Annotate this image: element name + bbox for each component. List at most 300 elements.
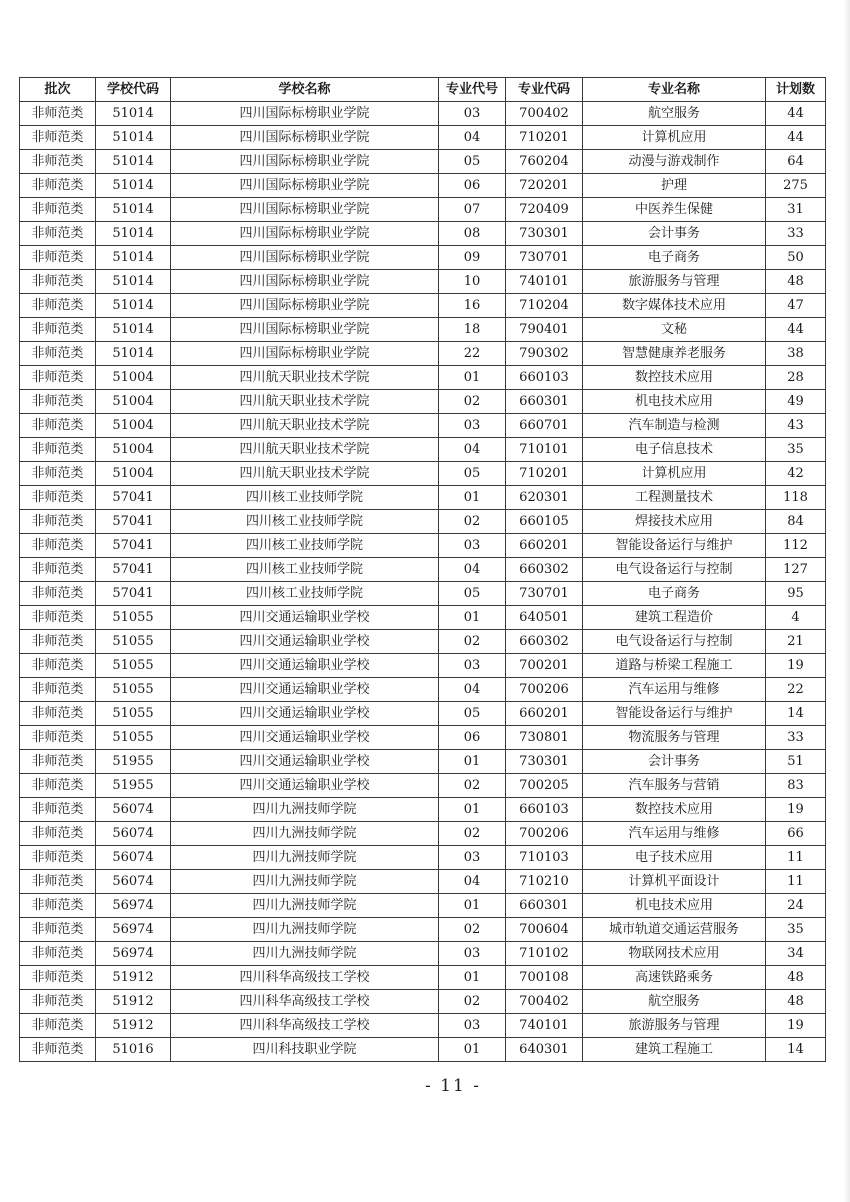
major-name-cell: 建筑工程施工 [583, 1038, 766, 1062]
major-name-cell: 数字媒体技术应用 [583, 294, 766, 318]
major-name-cell: 汽车制造与检测 [583, 414, 766, 438]
plan-count-cell: 11 [766, 846, 826, 870]
col-header-school-code: 学校代码 [96, 78, 171, 102]
major-code-cell: 660105 [506, 510, 583, 534]
major-name-cell: 动漫与游戏制作 [583, 150, 766, 174]
school-code-cell: 56074 [96, 846, 171, 870]
major-name-cell: 城市轨道交通运营服务 [583, 918, 766, 942]
school-code-cell: 51055 [96, 726, 171, 750]
batch-cell: 非师范类 [20, 966, 96, 990]
major-code-cell: 660302 [506, 558, 583, 582]
plan-count-cell: 127 [766, 558, 826, 582]
major-number-cell: 02 [439, 918, 506, 942]
school-code-cell: 56074 [96, 798, 171, 822]
school-code-cell: 51955 [96, 774, 171, 798]
major-code-cell: 730701 [506, 582, 583, 606]
plan-count-cell: 83 [766, 774, 826, 798]
major-name-cell: 物流服务与管理 [583, 726, 766, 750]
major-name-cell: 智能设备运行与维护 [583, 534, 766, 558]
table-row [20, 486, 826, 510]
school-name-cell: 四川国际标榜职业学院 [171, 342, 439, 366]
table-header [20, 78, 826, 102]
major-name-cell: 机电技术应用 [583, 390, 766, 414]
major-code-cell: 640501 [506, 606, 583, 630]
col-header-batch: 批次 [20, 78, 96, 102]
plan-count-cell: 11 [766, 870, 826, 894]
table-row [20, 870, 826, 894]
table-row [20, 246, 826, 270]
major-code-cell: 700205 [506, 774, 583, 798]
major-code-cell: 710210 [506, 870, 583, 894]
plan-count-cell: 31 [766, 198, 826, 222]
major-code-cell: 700206 [506, 822, 583, 846]
school-code-cell: 57041 [96, 582, 171, 606]
batch-cell: 非师范类 [20, 174, 96, 198]
table-row [20, 918, 826, 942]
major-number-cell: 04 [439, 678, 506, 702]
table-row [20, 174, 826, 198]
major-number-cell: 07 [439, 198, 506, 222]
page-number: - 11 - [425, 1076, 481, 1096]
school-code-cell: 51055 [96, 630, 171, 654]
batch-cell: 非师范类 [20, 582, 96, 606]
table-row [20, 462, 826, 486]
batch-cell: 非师范类 [20, 822, 96, 846]
batch-cell: 非师范类 [20, 726, 96, 750]
major-code-cell: 720201 [506, 174, 583, 198]
plan-count-cell: 34 [766, 942, 826, 966]
major-name-cell: 道路与桥梁工程施工 [583, 654, 766, 678]
table-row [20, 342, 826, 366]
table-row [20, 1038, 826, 1062]
school-code-cell: 51014 [96, 198, 171, 222]
school-name-cell: 四川航天职业技术学院 [171, 462, 439, 486]
table-row [20, 582, 826, 606]
school-name-cell: 四川航天职业技术学院 [171, 414, 439, 438]
table-row [20, 390, 826, 414]
major-code-cell: 660302 [506, 630, 583, 654]
table-row [20, 126, 826, 150]
table-row [20, 150, 826, 174]
plan-count-cell: 42 [766, 462, 826, 486]
major-name-cell: 电气设备运行与控制 [583, 630, 766, 654]
school-code-cell: 51014 [96, 270, 171, 294]
table-row [20, 942, 826, 966]
major-code-cell: 660103 [506, 366, 583, 390]
school-name-cell: 四川科华高级技工学校 [171, 990, 439, 1014]
major-name-cell: 焊接技术应用 [583, 510, 766, 534]
table-row [20, 630, 826, 654]
major-code-cell: 760204 [506, 150, 583, 174]
major-number-cell: 02 [439, 390, 506, 414]
major-name-cell: 电子技术应用 [583, 846, 766, 870]
major-code-cell: 710103 [506, 846, 583, 870]
school-code-cell: 51014 [96, 174, 171, 198]
major-number-cell: 03 [439, 534, 506, 558]
school-code-cell: 51014 [96, 102, 171, 126]
major-number-cell: 01 [439, 366, 506, 390]
major-number-cell: 05 [439, 582, 506, 606]
major-number-cell: 18 [439, 318, 506, 342]
major-name-cell: 会计事务 [583, 750, 766, 774]
school-code-cell: 57041 [96, 534, 171, 558]
major-name-cell: 智能设备运行与维护 [583, 702, 766, 726]
batch-cell: 非师范类 [20, 126, 96, 150]
major-code-cell: 710201 [506, 126, 583, 150]
plan-count-cell: 48 [766, 966, 826, 990]
batch-cell: 非师范类 [20, 270, 96, 294]
table-row [20, 822, 826, 846]
batch-cell: 非师范类 [20, 366, 96, 390]
plan-count-cell: 48 [766, 990, 826, 1014]
major-number-cell: 01 [439, 750, 506, 774]
school-name-cell: 四川国际标榜职业学院 [171, 318, 439, 342]
school-code-cell: 51014 [96, 294, 171, 318]
batch-cell: 非师范类 [20, 1038, 96, 1062]
school-code-cell: 51912 [96, 990, 171, 1014]
major-code-cell: 730701 [506, 246, 583, 270]
school-name-cell: 四川国际标榜职业学院 [171, 246, 439, 270]
major-name-cell: 计算机应用 [583, 462, 766, 486]
school-code-cell: 51004 [96, 462, 171, 486]
major-code-cell: 790401 [506, 318, 583, 342]
table-body [20, 102, 826, 1062]
major-number-cell: 01 [439, 1038, 506, 1062]
table-row [20, 438, 826, 462]
major-number-cell: 10 [439, 270, 506, 294]
school-name-cell: 四川交通运输职业学校 [171, 750, 439, 774]
plan-count-cell: 66 [766, 822, 826, 846]
school-name-cell: 四川国际标榜职业学院 [171, 126, 439, 150]
table-row [20, 1014, 826, 1038]
school-name-cell: 四川国际标榜职业学院 [171, 222, 439, 246]
batch-cell: 非师范类 [20, 702, 96, 726]
batch-cell: 非师范类 [20, 462, 96, 486]
school-code-cell: 51014 [96, 150, 171, 174]
batch-cell: 非师范类 [20, 630, 96, 654]
table-row [20, 558, 826, 582]
batch-cell: 非师范类 [20, 534, 96, 558]
plan-count-cell: 84 [766, 510, 826, 534]
major-code-cell: 660201 [506, 702, 583, 726]
major-name-cell: 电气设备运行与控制 [583, 558, 766, 582]
plan-count-cell: 35 [766, 438, 826, 462]
table-row [20, 102, 826, 126]
plan-count-cell: 35 [766, 918, 826, 942]
major-number-cell: 16 [439, 294, 506, 318]
batch-cell: 非师范类 [20, 222, 96, 246]
major-number-cell: 01 [439, 894, 506, 918]
school-code-cell: 56974 [96, 942, 171, 966]
school-name-cell: 四川九洲技师学院 [171, 918, 439, 942]
school-name-cell: 四川国际标榜职业学院 [171, 294, 439, 318]
major-number-cell: 04 [439, 438, 506, 462]
batch-cell: 非师范类 [20, 606, 96, 630]
col-header-school-name: 学校名称 [171, 78, 439, 102]
batch-cell: 非师范类 [20, 438, 96, 462]
major-number-cell: 02 [439, 510, 506, 534]
major-code-cell: 660301 [506, 894, 583, 918]
plan-count-cell: 19 [766, 1014, 826, 1038]
school-code-cell: 51912 [96, 966, 171, 990]
plan-count-cell: 33 [766, 222, 826, 246]
col-header-plan-count: 计划数 [766, 78, 826, 102]
major-code-cell: 710201 [506, 462, 583, 486]
table-row [20, 750, 826, 774]
major-code-cell: 660201 [506, 534, 583, 558]
school-name-cell: 四川国际标榜职业学院 [171, 198, 439, 222]
plan-count-cell: 22 [766, 678, 826, 702]
school-name-cell: 四川交通运输职业学校 [171, 678, 439, 702]
school-code-cell: 51004 [96, 366, 171, 390]
major-number-cell: 05 [439, 462, 506, 486]
school-name-cell: 四川核工业技师学院 [171, 582, 439, 606]
plan-count-cell: 48 [766, 270, 826, 294]
table-row [20, 798, 826, 822]
school-code-cell: 51004 [96, 390, 171, 414]
header-row [20, 78, 826, 102]
batch-cell: 非师范类 [20, 942, 96, 966]
school-code-cell: 57041 [96, 510, 171, 534]
table-row [20, 414, 826, 438]
school-name-cell: 四川九洲技师学院 [171, 942, 439, 966]
school-code-cell: 51955 [96, 750, 171, 774]
major-name-cell: 高速铁路乘务 [583, 966, 766, 990]
major-number-cell: 03 [439, 942, 506, 966]
batch-cell: 非师范类 [20, 798, 96, 822]
school-name-cell: 四川九洲技师学院 [171, 870, 439, 894]
batch-cell: 非师范类 [20, 390, 96, 414]
table-row [20, 846, 826, 870]
major-name-cell: 电子商务 [583, 582, 766, 606]
batch-cell: 非师范类 [20, 294, 96, 318]
school-code-cell: 56074 [96, 870, 171, 894]
major-name-cell: 数控技术应用 [583, 366, 766, 390]
plan-count-cell: 24 [766, 894, 826, 918]
school-name-cell: 四川交通运输职业学校 [171, 702, 439, 726]
school-code-cell: 51014 [96, 246, 171, 270]
major-number-cell: 09 [439, 246, 506, 270]
batch-cell: 非师范类 [20, 774, 96, 798]
school-code-cell: 51055 [96, 654, 171, 678]
major-name-cell: 航空服务 [583, 990, 766, 1014]
plan-count-cell: 14 [766, 1038, 826, 1062]
major-code-cell: 700402 [506, 102, 583, 126]
school-name-cell: 四川科华高级技工学校 [171, 1014, 439, 1038]
major-code-cell: 720409 [506, 198, 583, 222]
batch-cell: 非师范类 [20, 894, 96, 918]
major-number-cell: 05 [439, 702, 506, 726]
school-name-cell: 四川九洲技师学院 [171, 822, 439, 846]
school-code-cell: 56974 [96, 894, 171, 918]
school-code-cell: 51055 [96, 678, 171, 702]
batch-cell: 非师范类 [20, 870, 96, 894]
batch-cell: 非师范类 [20, 198, 96, 222]
major-number-cell: 03 [439, 846, 506, 870]
table-row [20, 294, 826, 318]
major-number-cell: 01 [439, 606, 506, 630]
col-header-major-number: 专业代号 [439, 78, 506, 102]
table-row [20, 702, 826, 726]
major-name-cell: 旅游服务与管理 [583, 1014, 766, 1038]
major-name-cell: 智慧健康养老服务 [583, 342, 766, 366]
plan-count-cell: 21 [766, 630, 826, 654]
school-code-cell: 51016 [96, 1038, 171, 1062]
batch-cell: 非师范类 [20, 102, 96, 126]
major-name-cell: 建筑工程造价 [583, 606, 766, 630]
major-name-cell: 旅游服务与管理 [583, 270, 766, 294]
major-number-cell: 02 [439, 630, 506, 654]
school-code-cell: 51055 [96, 702, 171, 726]
school-name-cell: 四川核工业技师学院 [171, 486, 439, 510]
major-name-cell: 汽车运用与维修 [583, 678, 766, 702]
plan-count-cell: 19 [766, 654, 826, 678]
batch-cell: 非师范类 [20, 318, 96, 342]
major-name-cell: 计算机平面设计 [583, 870, 766, 894]
major-name-cell: 文秘 [583, 318, 766, 342]
school-code-cell: 51014 [96, 342, 171, 366]
school-name-cell: 四川航天职业技术学院 [171, 438, 439, 462]
plan-count-cell: 44 [766, 126, 826, 150]
school-code-cell: 51912 [96, 1014, 171, 1038]
school-name-cell: 四川国际标榜职业学院 [171, 102, 439, 126]
major-number-cell: 04 [439, 126, 506, 150]
school-name-cell: 四川科技职业学院 [171, 1038, 439, 1062]
batch-cell: 非师范类 [20, 654, 96, 678]
plan-count-cell: 47 [766, 294, 826, 318]
table-row [20, 990, 826, 1014]
school-name-cell: 四川交通运输职业学校 [171, 774, 439, 798]
school-code-cell: 51004 [96, 414, 171, 438]
table-row [20, 222, 826, 246]
major-code-cell: 660701 [506, 414, 583, 438]
major-code-cell: 710204 [506, 294, 583, 318]
plan-count-cell: 33 [766, 726, 826, 750]
school-name-cell: 四川核工业技师学院 [171, 534, 439, 558]
school-code-cell: 51004 [96, 438, 171, 462]
major-code-cell: 710102 [506, 942, 583, 966]
batch-cell: 非师范类 [20, 558, 96, 582]
school-code-cell: 51014 [96, 318, 171, 342]
major-name-cell: 汽车运用与维修 [583, 822, 766, 846]
major-code-cell: 620301 [506, 486, 583, 510]
table-row [20, 774, 826, 798]
major-number-cell: 03 [439, 654, 506, 678]
plan-count-cell: 28 [766, 366, 826, 390]
plan-count-cell: 95 [766, 582, 826, 606]
major-code-cell: 700402 [506, 990, 583, 1014]
plan-count-cell: 43 [766, 414, 826, 438]
table-row [20, 270, 826, 294]
table-row [20, 198, 826, 222]
batch-cell: 非师范类 [20, 750, 96, 774]
major-name-cell: 物联网技术应用 [583, 942, 766, 966]
major-number-cell: 04 [439, 558, 506, 582]
major-number-cell: 01 [439, 966, 506, 990]
school-name-cell: 四川国际标榜职业学院 [171, 174, 439, 198]
major-name-cell: 中医养生保健 [583, 198, 766, 222]
major-name-cell: 护理 [583, 174, 766, 198]
major-number-cell: 02 [439, 822, 506, 846]
plan-count-cell: 50 [766, 246, 826, 270]
plan-count-cell: 44 [766, 318, 826, 342]
col-header-major-name: 专业名称 [583, 78, 766, 102]
school-name-cell: 四川九洲技师学院 [171, 846, 439, 870]
table-row [20, 966, 826, 990]
major-code-cell: 640301 [506, 1038, 583, 1062]
plan-count-cell: 14 [766, 702, 826, 726]
school-name-cell: 四川国际标榜职业学院 [171, 150, 439, 174]
major-name-cell: 航空服务 [583, 102, 766, 126]
major-code-cell: 700604 [506, 918, 583, 942]
major-code-cell: 660301 [506, 390, 583, 414]
major-name-cell: 工程测量技术 [583, 486, 766, 510]
school-name-cell: 四川航天职业技术学院 [171, 390, 439, 414]
school-code-cell: 57041 [96, 486, 171, 510]
major-number-cell: 06 [439, 174, 506, 198]
major-number-cell: 02 [439, 774, 506, 798]
major-number-cell: 06 [439, 726, 506, 750]
major-name-cell: 电子商务 [583, 246, 766, 270]
school-code-cell: 56974 [96, 918, 171, 942]
table-row [20, 366, 826, 390]
table-row [20, 894, 826, 918]
major-code-cell: 700201 [506, 654, 583, 678]
table-row [20, 534, 826, 558]
table-row [20, 726, 826, 750]
batch-cell: 非师范类 [20, 678, 96, 702]
plan-count-cell: 44 [766, 102, 826, 126]
school-code-cell: 56074 [96, 822, 171, 846]
enrollment-plan-table [19, 77, 826, 1062]
major-number-cell: 02 [439, 990, 506, 1014]
school-name-cell: 四川交通运输职业学校 [171, 606, 439, 630]
batch-cell: 非师范类 [20, 150, 96, 174]
school-name-cell: 四川核工业技师学院 [171, 510, 439, 534]
plan-count-cell: 49 [766, 390, 826, 414]
major-code-cell: 730801 [506, 726, 583, 750]
plan-count-cell: 38 [766, 342, 826, 366]
school-name-cell: 四川九洲技师学院 [171, 798, 439, 822]
school-code-cell: 51014 [96, 222, 171, 246]
major-code-cell: 700108 [506, 966, 583, 990]
major-name-cell: 电子信息技术 [583, 438, 766, 462]
batch-cell: 非师范类 [20, 918, 96, 942]
plan-count-cell: 64 [766, 150, 826, 174]
major-code-cell: 660103 [506, 798, 583, 822]
batch-cell: 非师范类 [20, 990, 96, 1014]
page-edge-shadow [844, 0, 850, 1202]
major-name-cell: 计算机应用 [583, 126, 766, 150]
major-number-cell: 01 [439, 486, 506, 510]
major-code-cell: 730301 [506, 222, 583, 246]
school-name-cell: 四川科华高级技工学校 [171, 966, 439, 990]
batch-cell: 非师范类 [20, 342, 96, 366]
batch-cell: 非师范类 [20, 246, 96, 270]
batch-cell: 非师范类 [20, 1014, 96, 1038]
major-code-cell: 730301 [506, 750, 583, 774]
school-name-cell: 四川交通运输职业学校 [171, 726, 439, 750]
major-number-cell: 01 [439, 798, 506, 822]
batch-cell: 非师范类 [20, 414, 96, 438]
major-number-cell: 03 [439, 1014, 506, 1038]
plan-count-cell: 51 [766, 750, 826, 774]
plan-count-cell: 112 [766, 534, 826, 558]
school-code-cell: 57041 [96, 558, 171, 582]
table-row [20, 510, 826, 534]
table-row [20, 318, 826, 342]
school-name-cell: 四川交通运输职业学校 [171, 630, 439, 654]
